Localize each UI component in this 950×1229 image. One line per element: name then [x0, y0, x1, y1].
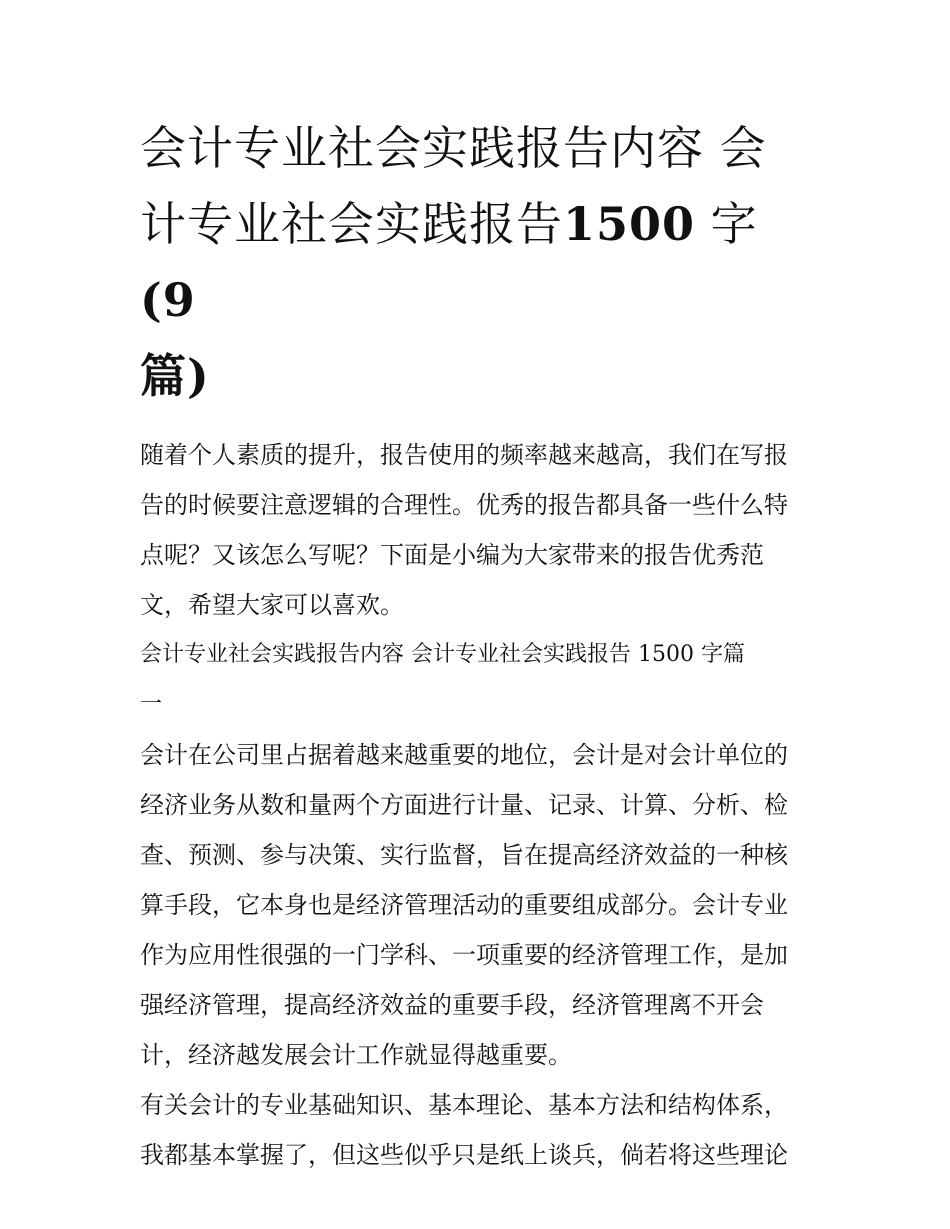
title-tail: 篇): [140, 349, 210, 403]
title-count: (9: [140, 273, 196, 327]
section-heading: 会计专业社会实践报告内容 会计专业社会实践报告 1500 字篇 一: [140, 642, 745, 717]
document-page: [140, 110, 812, 1180]
title-text: 会计专业社会实践报告内容 会计专业社会实践报告: [140, 121, 767, 251]
title-number: 1500: [563, 197, 696, 251]
intro-paragraph: 随着个人素质的提升，报告使用的频率越来越高，我们在写报 告的时候要注意逻辑的合理性。优秀的报告都具备一些什么特 点呢？又该怎么写呢？下面是小编为大家带来的报告优秀范 文，希望大家可以喜欢。: [140, 441, 788, 619]
body-paragraph: 有关会计的专业基础知识、基本理论、基本方法和结构体系， 我都基本掌握了，但这些似乎只是纸上谈兵，倘若将这些理论: [140, 1091, 788, 1169]
document-title: [140, 110, 812, 414]
body-paragraph: 会计在公司里占据着越来越重要的地位，会计是对会计单位的 经济业务从数和量两个方面进行计量、记录、计算、分析、检 查、预测、参与决策、实行监督，旨在提高经济效益的一种核 算手段，它本身也是经济管理活动的重要组成部分。会计专业 作为应用性很强的一门学科、一项重要的经济管理工作，是加 强经济管理，提高经济效益的重要手段，经济管理离不开会 计，经济越发展会计工作就显得越重要。: [140, 741, 788, 1069]
title-suffix: 字: [695, 197, 758, 251]
